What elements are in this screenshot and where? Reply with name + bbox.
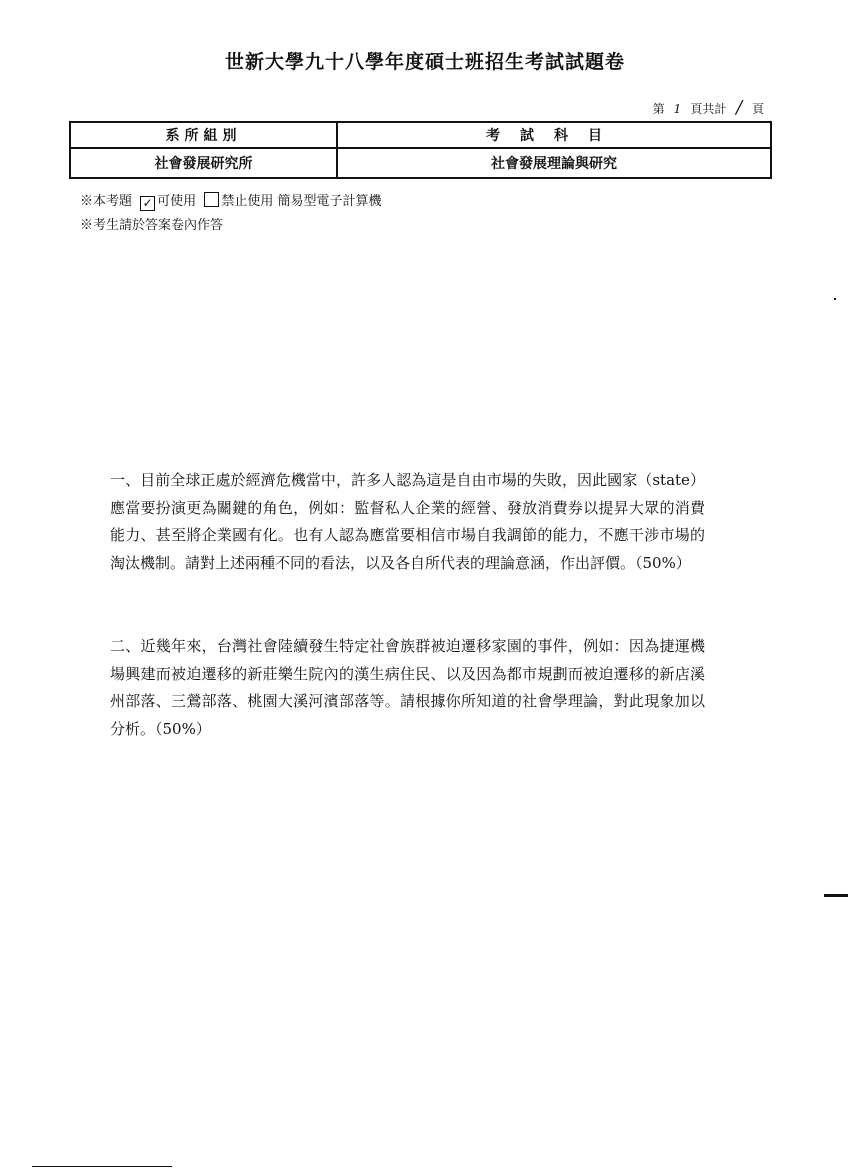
answer-note: ※考生請於答案卷內作答 [80,218,224,233]
dept-header: 系所組別 [70,122,337,148]
margin-mark [824,894,848,897]
exam-title: 世新大學九十八學年度碩士班招生考試試題卷 [224,51,625,73]
subject-header: 考試科目 [337,122,771,148]
scan-dot [834,298,836,300]
question-1: 一、目前全球正處於經濟危機當中，許多人認為這是自由市場的失敗，因此國家（state）應當要扮演更為關鍵的角色，例如：監督私人企業的經營、發放消費券以提昇大眾的消費能力、甚至將企業國有化。也有人認為應當要相信市場自我調節的能力，不應干涉市場的淘汰機制。請對上述兩種不同的看法，以及各自所代表的理論意涵，作出評價。（50%） [110,471,705,572]
question-2: 二、近幾年來，台灣社會陸續發生特定社會族群被迫遷移家園的事件，例如：因為捷運機場興建而被迫遷移的新莊樂生院內的漢生病住民、以及因為都市規劃而被迫遷移的新店溪州部落、三鶯部落、桃園大溪河濱部落等。請根據你所知道的社會學理論，對此現象加以分析。（50%） [110,637,705,738]
page-number [652,97,764,118]
calc-forbidden: 禁止使用 [221,194,274,209]
page-suffix: 頁 [751,102,764,116]
page-mid: 頁共計 [690,102,727,116]
page-current: 1 [673,102,682,116]
calculator-note [80,190,381,211]
bottom-line [32,1166,172,1167]
info-table [69,121,772,179]
subject-value: 社會發展理論與研究 [337,148,771,178]
department-value: 社會發展研究所 [70,148,337,178]
calc-allowed: 可使用 [157,194,197,209]
calc-suffix: 簡易型電子計算機 [277,194,382,209]
page-total: / [736,97,743,118]
checkbox-empty-icon [204,192,219,207]
calc-prefix: ※本考題 [80,194,133,209]
checkbox-checked-icon: ✓ [140,196,155,211]
page-prefix: 第 [652,102,665,116]
